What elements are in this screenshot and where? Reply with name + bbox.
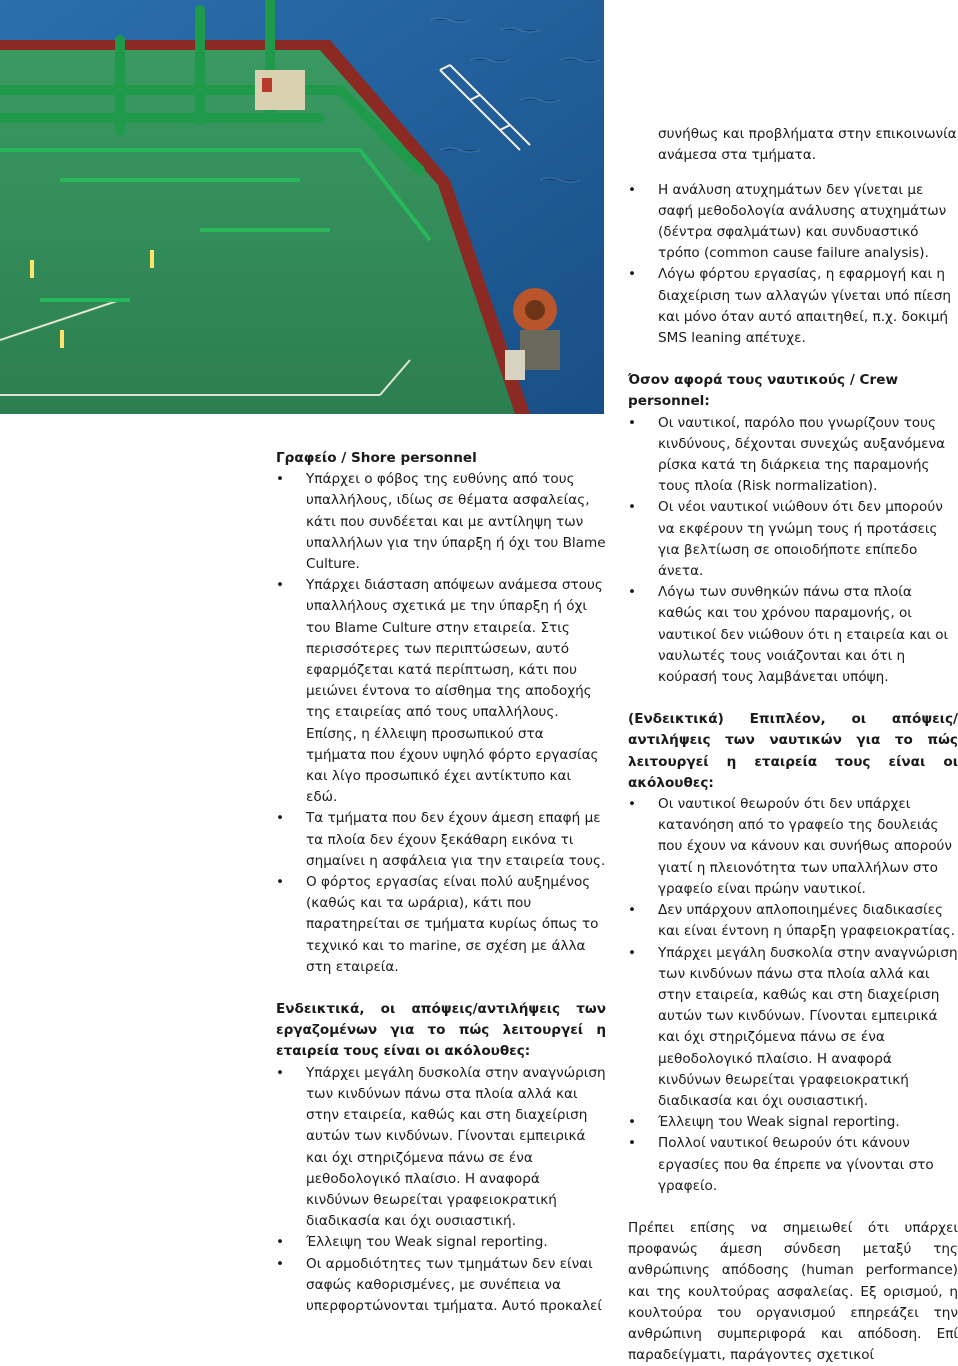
- crew-personnel-heading: Όσον αφορά τους ναυτικούς / Crew personnel:: [628, 372, 898, 410]
- bullet-icon: •: [276, 577, 285, 594]
- bullet-icon: •: [276, 874, 285, 891]
- list-item: • Οι νέοι ναυτικοί νιώθουν ότι δεν μπορούν να εκφέρουν τη γνώμη τους ή προτάσεις για βελτίωση σε οποιοδήποτε επίπεδο άνετα.: [628, 499, 943, 580]
- bullet-icon: •: [628, 902, 637, 919]
- bullet-icon: •: [276, 1255, 285, 1272]
- bullet-icon: •: [628, 181, 637, 198]
- bullet-icon: •: [276, 471, 285, 488]
- right-column: [628, 110, 958, 1366]
- list-item: • Οι ναυτικοί, παρόλο που γνωρίζουν τους κινδύνους, δέχονται συνεχώς αυξανόμενα ρίσκα κατά τη διάρκεια της παραμονής τους πλοία (Risk normalization).: [628, 414, 946, 495]
- seafarers-views-heading: (Ενδεικτικά) Επιπλέον, οι απόψεις/αντιλήψεις των ναυτικών για το πώς λειτουργεί η εταιρεία τους είναι οι ακόλουθες:: [628, 711, 958, 791]
- bullet-icon: •: [628, 796, 637, 813]
- list-item: • Τα τμήματα που δεν έχουν άμεση επαφή με τα πλοία δεν έχουν ξεκάθαρη εικόνα τι σημαίνει η ασφάλεια για την εταιρεία τους.: [276, 810, 606, 869]
- bullet-icon: •: [628, 1114, 637, 1131]
- list-item: • Η ανάλυση ατυχημάτων δεν γίνεται με σαφή μεθοδολογία ανάλυσης ατυχημάτων (δέντρα σφαλμάτων) και συνδυαστικό τρόπο (common cause failure analysis).: [628, 181, 947, 262]
- list-item: • Ο φόρτος εργασίας είναι πολύ αυξημένος (καθώς και τα ωράρια), κάτι που παρατηρείται σε τμήματα κυρίως όπως το τεχνικό και το marine, σε σχέση με άλλα στη εταιρεία.: [276, 874, 599, 975]
- seafarers-views-list: [628, 794, 958, 1197]
- list-item: • Υπάρχει μεγάλη δυσκολία στην αναγνώριση των κινδύνων πάνω στα πλοία αλλά και στην εταιρεία, καθώς και στη διαχείριση αυτών των κινδύνων. Γίνονται εμπειρικά και όχι στηριζόμενα πάνω σε ένα μεθοδολογικό πλαίσιο. Η αναφορά κινδύνων θεωρείται γραφειοκρατική διαδικασία και όχι ουσιαστική.: [628, 944, 958, 1109]
- list-item: • Πολλοί ναυτικοί θεωρούν ότι κάνουν εργασίες που θα έπρεπε να γίνονται στο γραφείο.: [628, 1135, 934, 1194]
- shore-personnel-list: [276, 469, 606, 978]
- list-item: • Έλλειψη του Weak signal reporting.: [628, 1112, 958, 1133]
- employees-views-heading: Ενδεικτικά, οι απόψεις/αντιλήψεις των εργαζομένων για το πώς λειτουργεί η εταιρεία τους είναι οι ακόλουθες:: [276, 1001, 606, 1060]
- bullet-icon: •: [628, 414, 637, 431]
- bullet-icon: •: [276, 1064, 285, 1081]
- closing-paragraph: Πρέπει επίσης να σημειωθεί ότι υπάρχει προφανώς άμεση σύνδεση μεταξύ της ανθρώπινης απόδοσης (human performance) και της κουλτούρας ασφαλείας. Εξ ορισμού, η κουλτούρα του οργανισμού επηρεάζει την ανθρώπινη συμπεριφορά και απόδοση. Επί παραδείγματι, παράγοντες σχετικοί: [628, 1219, 958, 1364]
- list-item: • Λόγω φόρτου εργασίας, η εφαρμογή και η διαχείριση των αλλαγών γίνεται υπό πίεση και μόνο όταν αυτό απαιτηθεί, π.χ. δοκιμή SMS leaning απέτυχε.: [628, 266, 951, 347]
- ship-deck-illustration: [0, 0, 604, 414]
- bullet-icon: •: [628, 944, 637, 961]
- bullet-icon: •: [628, 584, 637, 601]
- employees-views-list: [276, 1063, 606, 1317]
- bullet-icon: •: [628, 1135, 637, 1152]
- list-item: • Υπάρχει ο φόβος της ευθύνης από τους υπαλλήλους, ιδίως σε θέματα ασφαλείας, κάτι που συνδέεται και με αντίληψη των υπαλλήλων για την ύπαρξη ή όχι του Blame Culture.: [276, 471, 606, 573]
- list-item: • Έλλειψη του Weak signal reporting.: [276, 1232, 606, 1253]
- shore-personnel-heading: Γραφείο / Shore personnel: [276, 450, 477, 466]
- list-item: • Υπάρχει διάσταση απόψεων ανάμεσα στους υπαλλήλους σχετικά με την ύπαρξη ή όχι του Blame Culture στην εταιρεία. Στις περισσότερες των περιπτώσεων, αυτό εφαρμόζεται κατά περίπτωση, κάτι που μειώνει έντονα το αίσθημα της αποδοχής της εταιρείας από τους υπαλλήλους. Επίσης, η έλλειψη προσωπικού στα τμήματα που έχουν υψηλό φόρτο εργασίας και λίγο προσωπικό έχει αντίκτυπο και εδώ.: [276, 577, 603, 806]
- list-item: • Οι ναυτικοί θεωρούν ότι δεν υπάρχει κατανόηση από το γραφείο της δουλειάς που έχουν να κάνουν και συνήθως απορούν γιατί η πλειονότητα των υπαλλήλων στο γραφείο είναι πρώην ναυτικοί.: [628, 796, 952, 897]
- bullet-icon: •: [276, 810, 285, 827]
- bullet-icon: •: [276, 1234, 285, 1251]
- ship-deck-photo: [0, 0, 604, 414]
- continued-text: συνήθως και προβλήματα στην επικοινωνία ανάμεσα στα τμήματα.: [658, 125, 957, 163]
- crew-personnel-list: [628, 413, 958, 689]
- list-item: • Οι αρμοδιότητες των τμημάτων δεν είναι σαφώς καθορισμένες, με συνέπεια να υπερφορτώνονται τμήματα. Αυτό προκαλεί: [276, 1255, 603, 1314]
- list-item: • Λόγω των συνθηκών πάνω στα πλοία καθώς και του χρόνου παραμονής, οι ναυτικοί δεν νιώθουν ότι η εταιρεία και οι ναυλωτές τους νοιάζονται και ότι η κούρασή τους λαμβάνεται υπόψη.: [628, 584, 949, 686]
- list-item: • Δεν υπάρχουν απλοποιημένες διαδικασίες και είναι έντονη η ύπαρξη γραφειοκρατίας.: [628, 902, 955, 940]
- accident-analysis-list: [628, 180, 958, 350]
- left-column: [276, 448, 606, 1317]
- bullet-icon: •: [628, 266, 637, 283]
- list-item: • Υπάρχει μεγάλη δυσκολία στην αναγνώριση των κινδύνων πάνω στα πλοία αλλά και στην εταιρεία, καθώς και στη διαχείριση αυτών των κινδύνων. Γίνονται εμπειρικά και όχι στηριζόμενα πάνω σε ένα μεθοδολογικό πλαίσιο. Η αναφορά κινδύνων θεωρείται γραφειοκρατική διαδικασία και όχι ουσιαστική.: [276, 1064, 606, 1230]
- bullet-icon: •: [628, 499, 637, 516]
